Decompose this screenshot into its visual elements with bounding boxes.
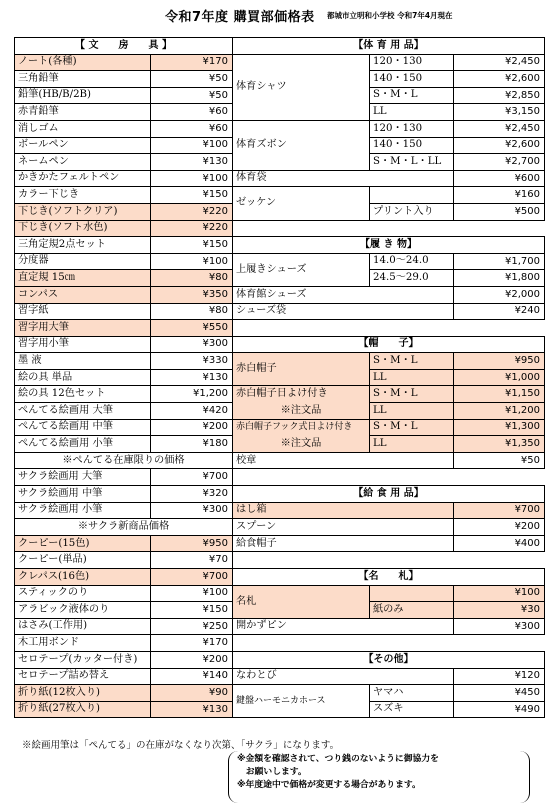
price: ¥1,700 bbox=[454, 253, 545, 270]
spacer-row bbox=[233, 469, 545, 486]
item-name: ボールペン bbox=[15, 137, 151, 154]
item-name: サクラ絵画用 中筆 bbox=[15, 486, 151, 503]
item-price: ¥950 bbox=[151, 535, 233, 552]
item-price: ¥420 bbox=[151, 403, 233, 420]
section-header-shoes: 【履 き 物】 bbox=[233, 237, 545, 254]
stock-note: ※サクラ新商品価格 bbox=[15, 519, 233, 536]
item-name: 折り紙(12枚入り) bbox=[15, 685, 151, 702]
size: LL bbox=[370, 369, 454, 386]
size: 紙のみ bbox=[370, 602, 454, 619]
spacer-row bbox=[233, 220, 545, 237]
section-header-hats: 【帽 子】 bbox=[233, 336, 545, 353]
item-price: ¥550 bbox=[151, 320, 233, 337]
table-row bbox=[15, 120, 233, 137]
size: S・M・L bbox=[370, 353, 454, 370]
table-row bbox=[15, 469, 233, 486]
item-name: 直定規 15㎝ bbox=[15, 270, 151, 287]
item-price: ¥60 bbox=[151, 120, 233, 137]
table-row bbox=[15, 386, 233, 403]
price: ¥2,600 bbox=[454, 137, 545, 154]
item-price: ¥700 bbox=[151, 469, 233, 486]
item-name: コンパス bbox=[15, 286, 151, 303]
table-row bbox=[15, 519, 233, 536]
item-jump-rope: なわとび bbox=[233, 668, 454, 685]
item-name: ぺんてる絵画用 中筆 bbox=[15, 419, 151, 436]
table-row bbox=[15, 585, 233, 602]
item-pe-pants: 体育ズボン bbox=[233, 120, 370, 170]
table-row bbox=[15, 104, 233, 121]
price: ¥1,000 bbox=[454, 369, 545, 386]
item-price: ¥330 bbox=[151, 353, 233, 370]
item-hat-shade: 赤白帽子日よけ付き bbox=[233, 386, 370, 403]
price: ¥700 bbox=[454, 502, 545, 519]
item-price: ¥80 bbox=[151, 303, 233, 320]
table-row bbox=[15, 71, 233, 88]
item-gym-shoes: 体育館シューズ bbox=[233, 286, 454, 303]
item-melodica-hose: 鍵盤ハーモニカホース bbox=[233, 685, 370, 718]
item-price: ¥70 bbox=[151, 552, 233, 569]
item-price: ¥130 bbox=[151, 701, 233, 718]
price: ¥2,700 bbox=[454, 154, 545, 171]
table-row bbox=[15, 403, 233, 420]
item-name: サクラ絵画用 小筆 bbox=[15, 502, 151, 519]
table-row bbox=[15, 353, 233, 370]
item-name: 三角鉛筆 bbox=[15, 71, 151, 88]
item-name: かきかたフェルトペン bbox=[15, 170, 151, 187]
item-name: クーピー(15色) bbox=[15, 535, 151, 552]
item-name: サクラ絵画用 大筆 bbox=[15, 469, 151, 486]
size bbox=[370, 585, 454, 602]
item-price: ¥300 bbox=[151, 502, 233, 519]
item-name: ぺんてる絵画用 小筆 bbox=[15, 436, 151, 453]
price: ¥1,300 bbox=[454, 419, 545, 436]
item-price: ¥170 bbox=[151, 54, 233, 71]
item-pe-shirt: 体育シャツ bbox=[233, 54, 370, 120]
item-red-white-hat: 赤白帽子 bbox=[233, 353, 370, 386]
table-row bbox=[15, 87, 233, 104]
item-name: アラビック液体のり bbox=[15, 602, 151, 619]
item-price: ¥130 bbox=[151, 154, 233, 171]
stock-note: ※ぺんてる在庫限りの価格 bbox=[15, 452, 233, 469]
item-name: 分度器 bbox=[15, 253, 151, 270]
table-row bbox=[15, 701, 233, 718]
table-row bbox=[15, 602, 233, 619]
table-row bbox=[15, 270, 233, 287]
order-note: ※注文品 bbox=[233, 403, 370, 420]
price: ¥120 bbox=[454, 668, 545, 685]
item-price: ¥60 bbox=[151, 104, 233, 121]
section-header-stationery: 【 文 房 具 】 bbox=[15, 38, 233, 55]
table-row bbox=[15, 535, 233, 552]
item-name: 折り紙(27枚入り) bbox=[15, 701, 151, 718]
table-row bbox=[15, 502, 233, 519]
item-shoe-bag: シューズ袋 bbox=[233, 303, 454, 320]
table-row bbox=[15, 203, 233, 220]
item-name: ノート(各種) bbox=[15, 54, 151, 71]
item-name: はさみ(工作用) bbox=[15, 618, 151, 635]
price: ¥2,450 bbox=[454, 120, 545, 137]
item-name: 習字用小筆 bbox=[15, 336, 151, 353]
price: ¥2,850 bbox=[454, 87, 545, 104]
price: ¥50 bbox=[454, 452, 545, 469]
item-price: ¥180 bbox=[151, 436, 233, 453]
item-name: 鉛筆(HB/B/2B) bbox=[15, 87, 151, 104]
item-name: 下じき(ソフトクリア) bbox=[15, 203, 151, 220]
item-price: ¥200 bbox=[151, 419, 233, 436]
price: ¥1,800 bbox=[454, 270, 545, 287]
table-row bbox=[15, 38, 233, 55]
section-header-lunch: 【給 食 用 品】 bbox=[233, 486, 545, 503]
price: ¥3,150 bbox=[454, 104, 545, 121]
price: ¥30 bbox=[454, 602, 545, 619]
item-price: ¥220 bbox=[151, 220, 233, 237]
table-row bbox=[15, 154, 233, 171]
item-price: ¥50 bbox=[151, 71, 233, 88]
item-name: スティックのり bbox=[15, 585, 151, 602]
price: ¥200 bbox=[454, 519, 545, 536]
item-price: ¥80 bbox=[151, 270, 233, 287]
table-row bbox=[15, 320, 233, 337]
item-hat-hook-shade: 赤白帽子フック式日よけ付き bbox=[233, 419, 370, 436]
item-price: ¥300 bbox=[151, 336, 233, 353]
school-date: 都城市立明和小学校 令和7年4月現在 bbox=[327, 11, 453, 20]
size: S・M・L bbox=[370, 386, 454, 403]
size: LL bbox=[370, 104, 454, 121]
table-row bbox=[15, 336, 233, 353]
item-chopstick-box: はし箱 bbox=[233, 502, 454, 519]
item-zekken: ゼッケン bbox=[233, 187, 370, 220]
item-name: 消しゴム bbox=[15, 120, 151, 137]
table-row bbox=[15, 685, 233, 702]
item-price: ¥50 bbox=[151, 87, 233, 104]
table-row bbox=[15, 452, 233, 469]
table-row bbox=[15, 635, 233, 652]
size: 24.5～29.0 bbox=[370, 270, 454, 287]
item-price: ¥100 bbox=[151, 137, 233, 154]
price: ¥600 bbox=[454, 170, 545, 187]
item-price: ¥100 bbox=[151, 585, 233, 602]
price: ¥100 bbox=[454, 585, 545, 602]
table-row bbox=[15, 220, 233, 237]
section-header-other: 【その他】 bbox=[233, 651, 545, 668]
spacer-row bbox=[233, 635, 545, 652]
price: ¥490 bbox=[454, 701, 545, 718]
item-price: ¥150 bbox=[151, 237, 233, 254]
notice-line: ※年度途中で価格が変更する場合があります。 bbox=[237, 780, 421, 790]
item-price: ¥170 bbox=[151, 635, 233, 652]
price: ¥1,150 bbox=[454, 386, 545, 403]
size: S・M・L・LL bbox=[370, 154, 454, 171]
section-header-pe: 【体 育 用 品】 bbox=[233, 38, 545, 55]
item-name: 絵の具 単品 bbox=[15, 369, 151, 386]
table-row bbox=[15, 552, 233, 569]
item-price: ¥250 bbox=[151, 618, 233, 635]
item-name: 下じき(ソフト水色) bbox=[15, 220, 151, 237]
item-price: ¥150 bbox=[151, 187, 233, 204]
section-header-nametag: 【名 札】 bbox=[233, 569, 545, 586]
size: LL bbox=[370, 403, 454, 420]
table-row bbox=[15, 651, 233, 668]
size bbox=[370, 187, 454, 204]
item-price: ¥100 bbox=[151, 170, 233, 187]
item-price: ¥150 bbox=[151, 602, 233, 619]
size: スズキ bbox=[370, 701, 454, 718]
table-row bbox=[15, 54, 233, 71]
size: プリント入り bbox=[370, 203, 454, 220]
item-name: 三角定規2点セット bbox=[15, 237, 151, 254]
item-price: ¥700 bbox=[151, 569, 233, 586]
item-name: 墨 液 bbox=[15, 353, 151, 370]
item-lunch-cap: 給食帽子 bbox=[233, 535, 454, 552]
page-title: 令和7年度 購買部価格表 bbox=[165, 10, 315, 25]
table-row bbox=[15, 170, 233, 187]
table-row bbox=[15, 486, 233, 503]
price: ¥400 bbox=[454, 535, 545, 552]
item-name: 赤青鉛筆 bbox=[15, 104, 151, 121]
item-name: クーピー(単品) bbox=[15, 552, 151, 569]
price: ¥950 bbox=[454, 353, 545, 370]
spacer-row bbox=[233, 320, 545, 337]
item-safety-pin: 開かずピン bbox=[233, 618, 454, 635]
size: S・M・L bbox=[370, 87, 454, 104]
item-name: 習字用大筆 bbox=[15, 320, 151, 337]
size: 140・150 bbox=[370, 71, 454, 88]
item-price: ¥140 bbox=[151, 668, 233, 685]
price: ¥2,600 bbox=[454, 71, 545, 88]
size: S・M・L bbox=[370, 419, 454, 436]
notice-line: ※金額を確認されて、つり銭のないように御協力を bbox=[237, 754, 439, 764]
item-price: ¥1,200 bbox=[151, 386, 233, 403]
item-name: ネームペン bbox=[15, 154, 151, 171]
notice-line: お願いします。 bbox=[237, 767, 307, 777]
item-price: ¥350 bbox=[151, 286, 233, 303]
price: ¥1,200 bbox=[454, 403, 545, 420]
uniform-table bbox=[232, 37, 545, 718]
table-row bbox=[15, 253, 233, 270]
spacer-row bbox=[233, 552, 545, 569]
item-price: ¥100 bbox=[151, 253, 233, 270]
item-pe-bag: 体育袋 bbox=[233, 170, 454, 187]
table-row bbox=[15, 187, 233, 204]
item-price: ¥130 bbox=[151, 369, 233, 386]
table-row bbox=[15, 303, 233, 320]
price: ¥240 bbox=[454, 303, 545, 320]
price: ¥2,450 bbox=[454, 54, 545, 71]
item-name: クレパス(16色) bbox=[15, 569, 151, 586]
price: ¥1,350 bbox=[454, 436, 545, 453]
table-row bbox=[15, 237, 233, 254]
item-name: セロテープ(カッター付き) bbox=[15, 651, 151, 668]
price: ¥300 bbox=[454, 618, 545, 635]
price: ¥450 bbox=[454, 685, 545, 702]
size: 14.0～24.0 bbox=[370, 253, 454, 270]
item-badge: 校章 bbox=[233, 452, 454, 469]
table-row bbox=[15, 419, 233, 436]
stationery-table bbox=[14, 37, 233, 718]
notice-box bbox=[228, 751, 530, 803]
price: ¥160 bbox=[454, 187, 545, 204]
table-row bbox=[15, 569, 233, 586]
item-name: ぺんてる絵画用 大筆 bbox=[15, 403, 151, 420]
order-note: ※注文品 bbox=[233, 436, 370, 453]
table-row bbox=[15, 668, 233, 685]
item-name: セロテープ詰め替え bbox=[15, 668, 151, 685]
price: ¥500 bbox=[454, 203, 545, 220]
item-price: ¥320 bbox=[151, 486, 233, 503]
size: LL bbox=[370, 436, 454, 453]
size: 120・130 bbox=[370, 120, 454, 137]
item-nametag: 名札 bbox=[233, 585, 370, 618]
brush-note: ※絵画用筆は「ぺんてる」の在庫がなくなり次第、「サクラ」になります。 bbox=[22, 740, 340, 751]
size: ヤマハ bbox=[370, 685, 454, 702]
item-name: 絵の具 12色セット bbox=[15, 386, 151, 403]
table-row bbox=[15, 436, 233, 453]
table-row bbox=[15, 618, 233, 635]
size: 120・130 bbox=[370, 54, 454, 71]
item-price: ¥90 bbox=[151, 685, 233, 702]
price: ¥2,000 bbox=[454, 286, 545, 303]
table-row bbox=[15, 369, 233, 386]
item-indoor-shoes: 上履きシューズ bbox=[233, 253, 370, 286]
item-price: ¥200 bbox=[151, 651, 233, 668]
item-price: ¥220 bbox=[151, 203, 233, 220]
item-name: 習字紙 bbox=[15, 303, 151, 320]
table-row bbox=[15, 286, 233, 303]
size: 140・150 bbox=[370, 137, 454, 154]
item-spoon: スプーン bbox=[233, 519, 454, 536]
item-name: カラー下じき bbox=[15, 187, 151, 204]
item-name: 木工用ボンド bbox=[15, 635, 151, 652]
table-row bbox=[15, 137, 233, 154]
